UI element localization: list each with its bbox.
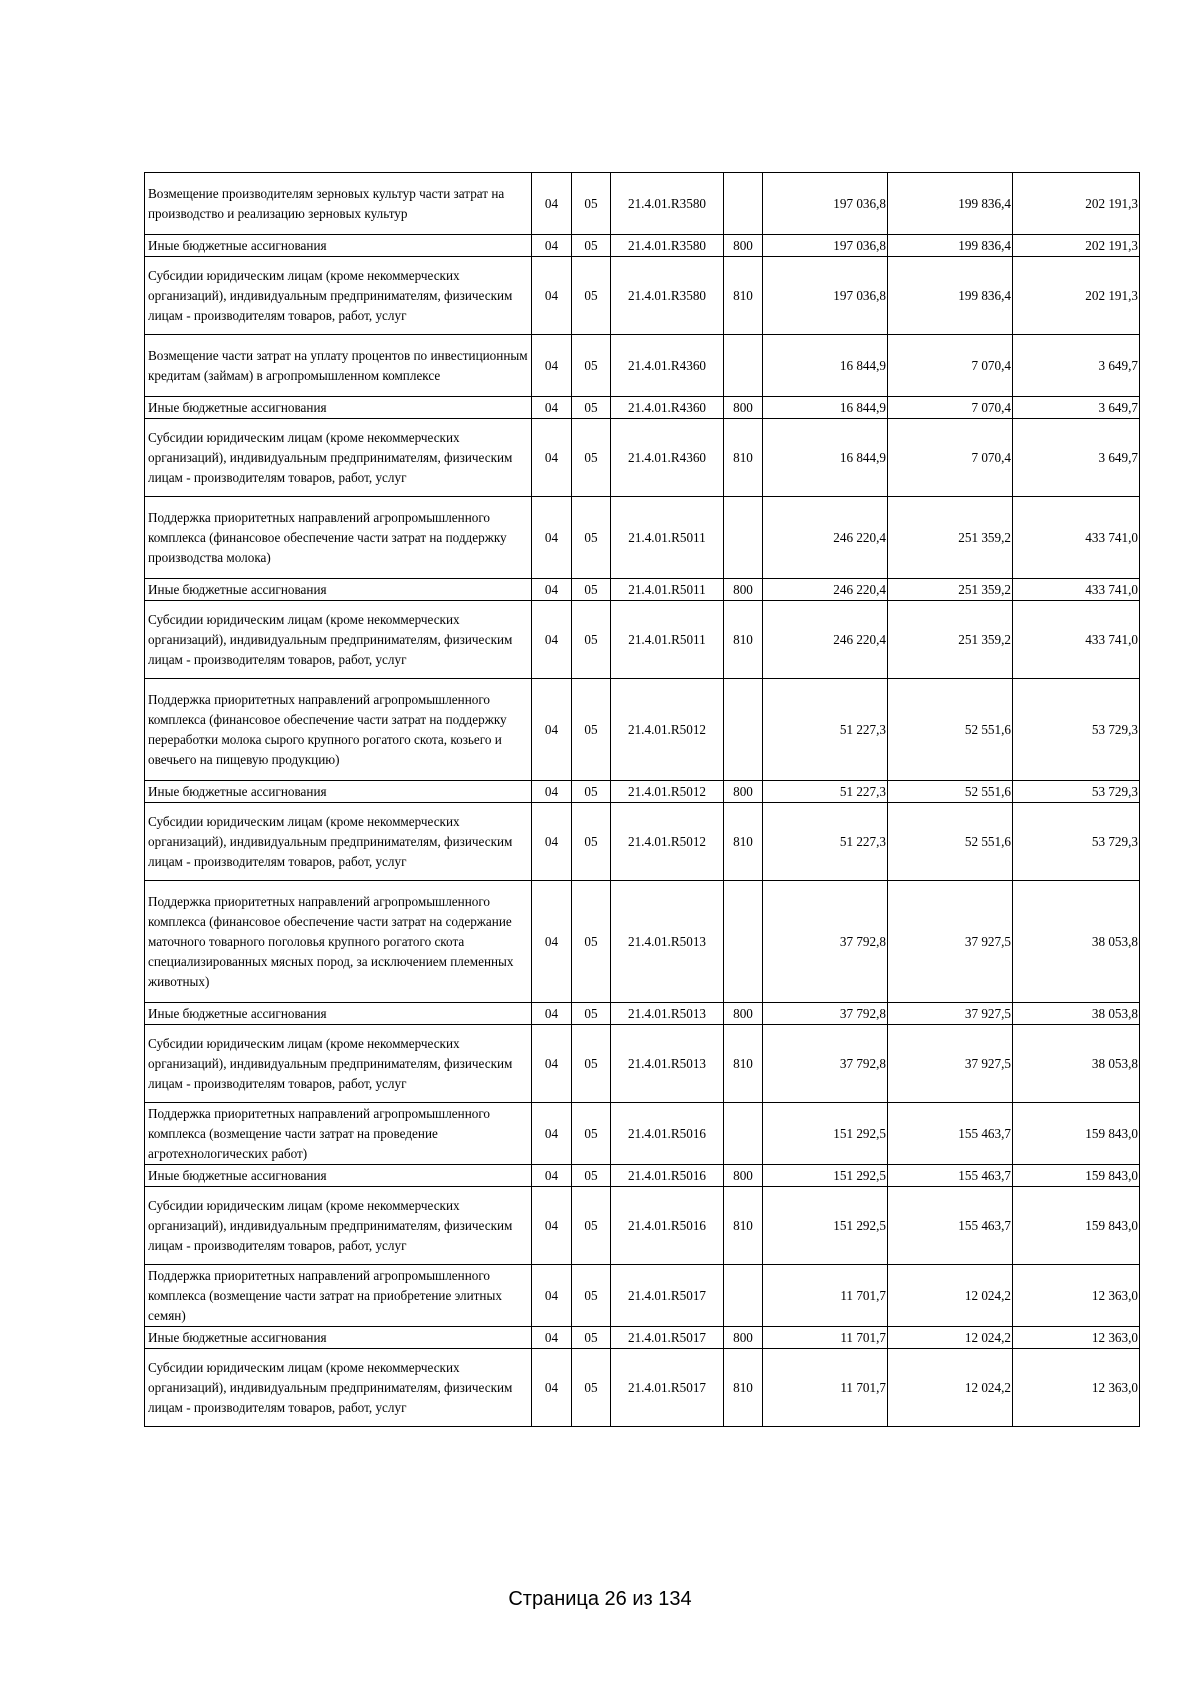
cell-section: 04 [532, 335, 572, 397]
cell-name: Субсидии юридическим лицам (кроме некоммерческих организаций), индивидуальным предпринимателям, физическим лицам - производителям товаров, работ, услуг [145, 1349, 532, 1427]
cell-amount-year1: 197 036,8 [763, 257, 888, 335]
cell-section: 04 [532, 497, 572, 579]
cell-section: 04 [532, 1103, 572, 1165]
cell-amount-year3: 53 729,3 [1013, 679, 1140, 781]
cell-section: 04 [532, 1003, 572, 1025]
cell-amount-year2: 199 836,4 [888, 235, 1013, 257]
cell-subsection: 05 [572, 1265, 611, 1327]
cell-name: Иные бюджетные ассигнования [145, 1165, 532, 1187]
cell-section: 04 [532, 1265, 572, 1327]
cell-expense-type: 800 [724, 781, 763, 803]
cell-expense-type: 810 [724, 803, 763, 881]
cell-amount-year2: 12 024,2 [888, 1265, 1013, 1327]
cell-expense-type [724, 335, 763, 397]
cell-subsection: 05 [572, 601, 611, 679]
table-row [145, 235, 1140, 257]
cell-section: 04 [532, 1349, 572, 1427]
cell-amount-year3: 159 843,0 [1013, 1165, 1140, 1187]
cell-target-article: 21.4.01.R5012 [611, 679, 724, 781]
table-row [145, 601, 1140, 679]
cell-expense-type: 800 [724, 397, 763, 419]
cell-amount-year2: 155 463,7 [888, 1165, 1013, 1187]
cell-section: 04 [532, 601, 572, 679]
cell-amount-year2: 251 359,2 [888, 579, 1013, 601]
cell-section: 04 [532, 1165, 572, 1187]
cell-name: Субсидии юридическим лицам (кроме некоммерческих организаций), индивидуальным предпринимателям, физическим лицам - производителям товаров, работ, услуг [145, 601, 532, 679]
cell-name: Возмещение производителям зерновых культур части затрат на производство и реализацию зерновых культур [145, 173, 532, 235]
cell-amount-year2: 52 551,6 [888, 781, 1013, 803]
table-row [145, 679, 1140, 781]
cell-target-article: 21.4.01.R5012 [611, 803, 724, 881]
cell-amount-year3: 3 649,7 [1013, 335, 1140, 397]
cell-target-article: 21.4.01.R5017 [611, 1265, 724, 1327]
cell-amount-year1: 51 227,3 [763, 803, 888, 881]
cell-amount-year2: 37 927,5 [888, 1025, 1013, 1103]
cell-target-article: 21.4.01.R5012 [611, 781, 724, 803]
cell-target-article: 21.4.01.R5017 [611, 1349, 724, 1427]
cell-expense-type [724, 679, 763, 781]
cell-target-article: 21.4.01.R5013 [611, 881, 724, 1003]
cell-amount-year3: 38 053,8 [1013, 881, 1140, 1003]
cell-expense-type: 810 [724, 419, 763, 497]
cell-section: 04 [532, 235, 572, 257]
cell-amount-year1: 37 792,8 [763, 1025, 888, 1103]
cell-section: 04 [532, 1187, 572, 1265]
cell-amount-year2: 251 359,2 [888, 601, 1013, 679]
cell-section: 04 [532, 397, 572, 419]
cell-target-article: 21.4.01.R5011 [611, 601, 724, 679]
cell-amount-year3: 159 843,0 [1013, 1103, 1140, 1165]
cell-amount-year1: 11 701,7 [763, 1327, 888, 1349]
cell-expense-type: 810 [724, 257, 763, 335]
cell-section: 04 [532, 1327, 572, 1349]
cell-name: Иные бюджетные ассигнования [145, 781, 532, 803]
cell-subsection: 05 [572, 1025, 611, 1103]
cell-expense-type: 800 [724, 579, 763, 601]
cell-amount-year2: 37 927,5 [888, 1003, 1013, 1025]
cell-expense-type: 810 [724, 1349, 763, 1427]
cell-name: Иные бюджетные ассигнования [145, 235, 532, 257]
cell-amount-year3: 38 053,8 [1013, 1003, 1140, 1025]
cell-subsection: 05 [572, 881, 611, 1003]
cell-expense-type [724, 497, 763, 579]
cell-target-article: 21.4.01.R3580 [611, 235, 724, 257]
cell-subsection: 05 [572, 497, 611, 579]
cell-subsection: 05 [572, 1003, 611, 1025]
table-row [145, 1265, 1140, 1327]
cell-amount-year1: 16 844,9 [763, 419, 888, 497]
table-row [145, 1187, 1140, 1265]
cell-amount-year2: 12 024,2 [888, 1349, 1013, 1427]
table-row [145, 397, 1140, 419]
cell-amount-year3: 53 729,3 [1013, 803, 1140, 881]
cell-subsection: 05 [572, 1103, 611, 1165]
cell-target-article: 21.4.01.R5013 [611, 1025, 724, 1103]
cell-name: Субсидии юридическим лицам (кроме некоммерческих организаций), индивидуальным предпринимателям, физическим лицам - производителям товаров, работ, услуг [145, 419, 532, 497]
cell-amount-year2: 52 551,6 [888, 679, 1013, 781]
cell-name: Иные бюджетные ассигнования [145, 1327, 532, 1349]
cell-amount-year1: 11 701,7 [763, 1265, 888, 1327]
cell-amount-year1: 51 227,3 [763, 679, 888, 781]
cell-amount-year3: 38 053,8 [1013, 1025, 1140, 1103]
cell-amount-year2: 7 070,4 [888, 419, 1013, 497]
cell-subsection: 05 [572, 579, 611, 601]
cell-amount-year3: 202 191,3 [1013, 235, 1140, 257]
cell-section: 04 [532, 419, 572, 497]
cell-amount-year1: 151 292,5 [763, 1187, 888, 1265]
table-row [145, 257, 1140, 335]
cell-name: Иные бюджетные ассигнования [145, 1003, 532, 1025]
cell-section: 04 [532, 803, 572, 881]
cell-amount-year1: 246 220,4 [763, 601, 888, 679]
cell-amount-year3: 12 363,0 [1013, 1349, 1140, 1427]
cell-amount-year2: 155 463,7 [888, 1103, 1013, 1165]
cell-name: Поддержка приоритетных направлений агропромышленного комплекса (возмещение части затрат на приобретение элитных семян) [145, 1265, 532, 1327]
cell-amount-year2: 155 463,7 [888, 1187, 1013, 1265]
cell-expense-type: 800 [724, 1003, 763, 1025]
cell-amount-year2: 199 836,4 [888, 257, 1013, 335]
cell-amount-year1: 37 792,8 [763, 881, 888, 1003]
cell-target-article: 21.4.01.R5016 [611, 1187, 724, 1265]
cell-name: Субсидии юридическим лицам (кроме некоммерческих организаций), индивидуальным предпринимателям, физическим лицам - производителям товаров, работ, услуг [145, 1187, 532, 1265]
cell-section: 04 [532, 679, 572, 781]
cell-expense-type: 810 [724, 1025, 763, 1103]
cell-amount-year2: 199 836,4 [888, 173, 1013, 235]
cell-target-article: 21.4.01.R4360 [611, 419, 724, 497]
table-row [145, 1003, 1140, 1025]
table-row [145, 173, 1140, 235]
cell-amount-year2: 52 551,6 [888, 803, 1013, 881]
table-row [145, 803, 1140, 881]
cell-amount-year3: 12 363,0 [1013, 1265, 1140, 1327]
cell-amount-year3: 433 741,0 [1013, 601, 1140, 679]
table-row [145, 1165, 1140, 1187]
cell-subsection: 05 [572, 1165, 611, 1187]
cell-target-article: 21.4.01.R4360 [611, 335, 724, 397]
cell-target-article: 21.4.01.R5016 [611, 1103, 724, 1165]
cell-amount-year3: 12 363,0 [1013, 1327, 1140, 1349]
cell-amount-year3: 202 191,3 [1013, 257, 1140, 335]
cell-amount-year1: 246 220,4 [763, 497, 888, 579]
table-body [145, 173, 1140, 1427]
cell-amount-year1: 37 792,8 [763, 1003, 888, 1025]
table-row [145, 497, 1140, 579]
cell-expense-type: 810 [724, 601, 763, 679]
cell-name: Поддержка приоритетных направлений агропромышленного комплекса (финансовое обеспечение части затрат на поддержку переработки молока сырого крупного рогатого скота, козьего и овечьего на пищевую продукцию) [145, 679, 532, 781]
cell-amount-year1: 197 036,8 [763, 235, 888, 257]
cell-amount-year2: 7 070,4 [888, 397, 1013, 419]
table-row [145, 1349, 1140, 1427]
cell-expense-type [724, 1103, 763, 1165]
cell-expense-type [724, 1265, 763, 1327]
cell-section: 04 [532, 1025, 572, 1103]
budget-table [144, 172, 1140, 1427]
cell-amount-year3: 433 741,0 [1013, 497, 1140, 579]
table-row [145, 1025, 1140, 1103]
cell-amount-year3: 159 843,0 [1013, 1187, 1140, 1265]
cell-expense-type: 800 [724, 1165, 763, 1187]
cell-amount-year3: 202 191,3 [1013, 173, 1140, 235]
cell-target-article: 21.4.01.R5013 [611, 1003, 724, 1025]
cell-amount-year1: 197 036,8 [763, 173, 888, 235]
cell-amount-year2: 7 070,4 [888, 335, 1013, 397]
cell-amount-year1: 151 292,5 [763, 1165, 888, 1187]
cell-target-article: 21.4.01.R5011 [611, 579, 724, 601]
cell-section: 04 [532, 173, 572, 235]
cell-subsection: 05 [572, 1349, 611, 1427]
cell-subsection: 05 [572, 803, 611, 881]
cell-subsection: 05 [572, 419, 611, 497]
cell-target-article: 21.4.01.R5011 [611, 497, 724, 579]
table-row [145, 1327, 1140, 1349]
cell-target-article: 21.4.01.R3580 [611, 257, 724, 335]
cell-name: Возмещение части затрат на уплату процентов по инвестиционным кредитам (займам) в агропромышленном комплексе [145, 335, 532, 397]
table-row [145, 1103, 1140, 1165]
cell-amount-year1: 16 844,9 [763, 397, 888, 419]
cell-name: Субсидии юридическим лицам (кроме некоммерческих организаций), индивидуальным предпринимателям, физическим лицам - производителям товаров, работ, услуг [145, 1025, 532, 1103]
cell-subsection: 05 [572, 235, 611, 257]
cell-amount-year1: 16 844,9 [763, 335, 888, 397]
cell-name: Поддержка приоритетных направлений агропромышленного комплекса (финансовое обеспечение части затрат на содержание маточного товарного поголовья крупного рогатого скота специализированных мясных пород, за исключением племенных животных) [145, 881, 532, 1003]
cell-name: Иные бюджетные ассигнования [145, 397, 532, 419]
cell-amount-year1: 246 220,4 [763, 579, 888, 601]
cell-amount-year2: 251 359,2 [888, 497, 1013, 579]
cell-target-article: 21.4.01.R5016 [611, 1165, 724, 1187]
cell-name: Поддержка приоритетных направлений агропромышленного комплекса (возмещение части затрат на проведение агротехнологических работ) [145, 1103, 532, 1165]
cell-subsection: 05 [572, 1187, 611, 1265]
cell-section: 04 [532, 881, 572, 1003]
cell-name: Иные бюджетные ассигнования [145, 579, 532, 601]
cell-section: 04 [532, 579, 572, 601]
cell-expense-type: 810 [724, 1187, 763, 1265]
cell-subsection: 05 [572, 781, 611, 803]
cell-name: Субсидии юридическим лицам (кроме некоммерческих организаций), индивидуальным предпринимателям, физическим лицам - производителям товаров, работ, услуг [145, 803, 532, 881]
cell-amount-year1: 151 292,5 [763, 1103, 888, 1165]
cell-target-article: 21.4.01.R4360 [611, 397, 724, 419]
table-row [145, 419, 1140, 497]
cell-subsection: 05 [572, 679, 611, 781]
cell-subsection: 05 [572, 257, 611, 335]
cell-amount-year3: 3 649,7 [1013, 397, 1140, 419]
cell-expense-type [724, 173, 763, 235]
cell-amount-year3: 3 649,7 [1013, 419, 1140, 497]
cell-section: 04 [532, 781, 572, 803]
cell-expense-type: 800 [724, 235, 763, 257]
cell-expense-type [724, 881, 763, 1003]
cell-amount-year2: 37 927,5 [888, 881, 1013, 1003]
table-row [145, 881, 1140, 1003]
cell-subsection: 05 [572, 1327, 611, 1349]
table-row [145, 781, 1140, 803]
cell-expense-type: 800 [724, 1327, 763, 1349]
cell-amount-year3: 433 741,0 [1013, 579, 1140, 601]
table-row [145, 579, 1140, 601]
cell-amount-year1: 51 227,3 [763, 781, 888, 803]
cell-amount-year1: 11 701,7 [763, 1349, 888, 1427]
cell-subsection: 05 [572, 173, 611, 235]
cell-target-article: 21.4.01.R3580 [611, 173, 724, 235]
cell-name: Субсидии юридическим лицам (кроме некоммерческих организаций), индивидуальным предпринимателям, физическим лицам - производителям товаров, работ, услуг [145, 257, 532, 335]
cell-subsection: 05 [572, 335, 611, 397]
table-row [145, 335, 1140, 397]
cell-subsection: 05 [572, 397, 611, 419]
cell-amount-year2: 12 024,2 [888, 1327, 1013, 1349]
cell-amount-year3: 53 729,3 [1013, 781, 1140, 803]
cell-target-article: 21.4.01.R5017 [611, 1327, 724, 1349]
page-number: Страница 26 из 134 [508, 1588, 692, 1610]
cell-section: 04 [532, 257, 572, 335]
cell-name: Поддержка приоритетных направлений агропромышленного комплекса (финансовое обеспечение части затрат на поддержку производства молока) [145, 497, 532, 579]
